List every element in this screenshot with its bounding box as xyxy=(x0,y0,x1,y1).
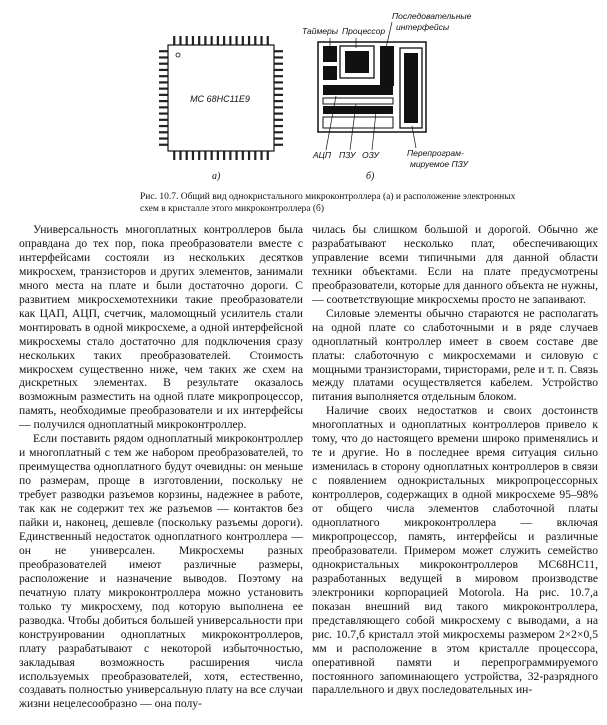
right-column xyxy=(312,223,598,697)
chip-pin xyxy=(217,151,219,160)
chip-pin xyxy=(274,94,283,96)
label-serial-2: интерфейсы xyxy=(396,22,450,32)
label-ram: ОЗУ xyxy=(362,150,379,160)
chip-pin xyxy=(159,69,168,71)
chip-pin xyxy=(274,100,283,102)
block-adc xyxy=(323,85,393,95)
chip-pin xyxy=(267,151,269,160)
chip-pin xyxy=(159,131,168,133)
chip-pin xyxy=(242,36,244,45)
chip-pin xyxy=(204,151,206,160)
paragraph: Наличие своих недостатков и своих достоинств многоплатных и одноплатных контроллеров привело к тому, что до настоящего времени широко применялись и те и другие. Но в последнее время ситуация сильно изменилась в сторону одноплатных контроллеров в связи с появлением однокристальных микропроцессорных контроллеров, содержащих в одной микросхеме 95–98% от общего числа элементов слаботочной платы одноплатного микроконтроллера — включая микропроцессор, память, интерфейсы и различные преобразователи. Примером может служить семейство однокристальных микроконтроллеров MC68HC11, разработанных ведущей в мировом производстве электроники корпорацией Motorola. На рис. 10.7,а показан внешний вид такого микроконтроллера, представляющего собой микросхему с выводами, а на рис. 10.7,б кристалл этой микросхемы размером 2×2×0,5 мм и расположение в этом кристалле процессора, оперативной памяти и перепрограммируемого постоянного запоминающего устройства, 32-разрядного параллельного и двух последовательных ин- xyxy=(312,404,598,697)
chip-pin xyxy=(179,36,181,45)
chip-marking: MC 68HC11E9 xyxy=(190,94,250,104)
figure-caption: Рис. 10.7. Общий вид однокристального микроконтроллера (а) и расположение электронных схем в кристалле этого микроконтроллера (б) xyxy=(140,192,516,214)
chip-pin xyxy=(159,100,168,102)
paragraph: чилась бы слишком большой и дорогой. Обычно же разрабатывают несколько плат, обеспечивающих управление всеми типичными для данной области техники объектами. Если на плате предусмотрены преобразователи, которые для данного объекта не нужны, — соответствующие микросхемы просто не запаивают. xyxy=(312,223,598,306)
chip-pin xyxy=(260,36,262,45)
chip-pin xyxy=(248,151,250,160)
figure xyxy=(0,0,607,196)
chip-pin xyxy=(235,151,237,160)
label-eeprom-1: Перепрограм- xyxy=(407,148,464,158)
chip-pin xyxy=(248,36,250,45)
chip-pin xyxy=(274,144,283,146)
paragraph: Универсальность многоплатных контроллеров была оправдана до тех пор, пока преобразователи вместе с интерфейсами состояли из нескольких десятков микросхем, транзисторов и других элементов, занимали много места на плате и были достаточно дороги. С развитием микросхемотехники такие преобразователи как ЦАП, АЦП, счетчик, маломощный усилитель стали монтировать в одной микросхеме, а одной интерфейсной микросхемы стало достаточно для подключения сразу нескольких таких преобразователей. Стоимость микросхем существенно ниже, чем таких же схем на дискретных элементах. В результате оказалось возможным разместить на одной плате микропроцессор, память, необходимые преобразователи и их интерфейсы — получился одноплатный микроконтроллер. xyxy=(19,223,303,432)
chip-pin xyxy=(274,69,283,71)
chip-pin xyxy=(159,106,168,108)
paragraph: Силовые элементы обычно стараются не располагать на одной плате со слаботочными и в ряде случаев одноплатный контроллер имеет в своем составе две платы: слаботочную с микросхемами и силовую с мощными транзисторами, тиристорами, реле и т. п. Связь между платами осуществляется кабелем. Устройство питания выполняется отдельным блоком. xyxy=(312,306,598,404)
label-adc: АЦП xyxy=(313,150,332,160)
chip-pin xyxy=(192,151,194,160)
chip-pin xyxy=(274,137,283,139)
sublabel-a: а) xyxy=(212,171,221,182)
block-io xyxy=(323,66,337,80)
chip-pin xyxy=(235,36,237,45)
chip-pin xyxy=(211,151,213,160)
chip-pin xyxy=(274,131,283,133)
paragraph: Если поставить рядом одноплатный микроконтроллер и многоплатный с тем же набором преобразователей, то преимущества одноплатного будут очевидны: он меньше по размерам, проще в изготовлении, поскольку не требует разводки разъемов корзины, надежнее в работе, так как не содержит тех же разъемов — контактов без пайки и, наконец, дешевле (поскольку разъемы дороги). Единственный недостаток одноплатного контроллера — он не универсален. Микросхемы разных преобразователей имеют различные размеры, расположение и назначение выводов. Поэтому на печатную плату микроконтроллера можно установить только ту микросхему, под которую выполнена ее разводка. Чтобы добиться большей универсальности при конструировании одноплатных микроконтроллеров, плату разрабатывают с некоторой избыточностью, закладывая возможность расширения числа используемых преобразователей, хотя, естественно, создавать полностью универсальную плату на все случаи жизни нецелесообразно — она полу- xyxy=(19,432,303,711)
chip-pin xyxy=(159,75,168,77)
chip-pin xyxy=(274,63,283,65)
chip-pin xyxy=(229,151,231,160)
label-processor: Процессор xyxy=(342,26,386,36)
block-rom xyxy=(323,98,393,104)
chip-pin xyxy=(229,36,231,45)
chip-pin xyxy=(159,56,168,58)
chip-pin xyxy=(274,56,283,58)
chip-pin xyxy=(159,112,168,114)
label-eeprom-2: мируемое ПЗУ xyxy=(410,159,468,169)
chip-pin xyxy=(217,36,219,45)
chip-pin xyxy=(159,81,168,83)
chip-pin xyxy=(198,151,200,160)
chip-pin xyxy=(223,151,225,160)
chip-pin xyxy=(242,151,244,160)
chip-pin xyxy=(267,36,269,45)
chip-pin xyxy=(159,119,168,121)
chip-pin xyxy=(274,119,283,121)
block-processor-core xyxy=(345,51,369,73)
chip-pin xyxy=(159,94,168,96)
chip-pin xyxy=(274,88,283,90)
chip-pin xyxy=(260,151,262,160)
chip-pin xyxy=(254,151,256,160)
label-serial-1: Последовательные xyxy=(392,11,472,21)
sublabel-b: б) xyxy=(366,171,375,182)
chip-pin xyxy=(186,151,188,160)
chip-pin xyxy=(274,125,283,127)
chip-pin xyxy=(159,125,168,127)
chip-pin xyxy=(159,137,168,139)
chip-pin xyxy=(179,151,181,160)
chip-pin xyxy=(192,36,194,45)
chip-pin xyxy=(254,36,256,45)
chip-pin xyxy=(274,81,283,83)
chip-pin xyxy=(274,106,283,108)
chip-pin xyxy=(204,36,206,45)
chip-pin xyxy=(159,63,168,65)
chip-pin xyxy=(159,50,168,52)
block-timers xyxy=(323,46,337,62)
left-column xyxy=(19,223,303,711)
chip-pin xyxy=(211,36,213,45)
die-layout-drawing xyxy=(318,22,426,150)
chip-pin xyxy=(173,36,175,45)
chip-pin xyxy=(223,36,225,45)
chip-pin xyxy=(159,88,168,90)
chip-pin xyxy=(159,144,168,146)
chip-pin xyxy=(198,36,200,45)
chip-pin xyxy=(274,75,283,77)
block-misc xyxy=(323,117,393,128)
chip-pin xyxy=(186,36,188,45)
block-eeprom-core xyxy=(404,53,418,123)
chip-pin xyxy=(274,50,283,52)
chip-pin xyxy=(274,112,283,114)
chip-pin xyxy=(173,151,175,160)
label-timers: Таймеры xyxy=(302,26,338,36)
block-serial xyxy=(380,46,394,86)
label-rom: ПЗУ xyxy=(339,150,356,160)
